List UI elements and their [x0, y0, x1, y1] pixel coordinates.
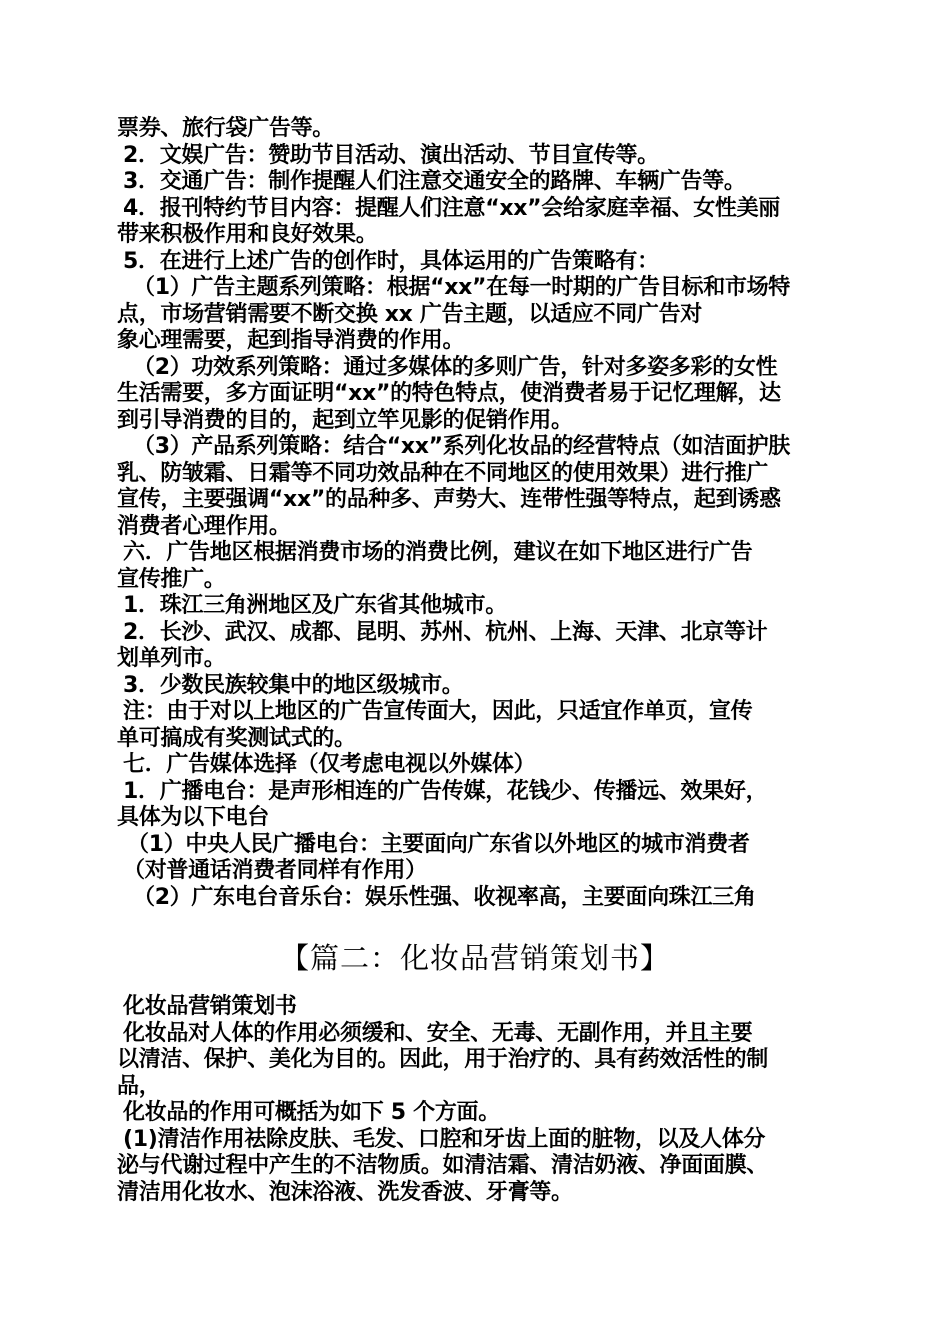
paragraph-line: （对普通话消费者同样有作用）: [123, 858, 427, 883]
paragraph-line: （2）功效系列策略：通过多媒体的多则广告，针对多姿多彩的女性: [133, 354, 778, 380]
paragraph-line: 化妆品的作用可概括为如下 5 个方面。: [123, 1100, 500, 1125]
paragraph-line: （1）广告主题系列策略：根据“xx”在每一时期的广告目标和市场特: [133, 275, 791, 300]
section-one-text: [117, 116, 847, 911]
section-heading: 【篇二：化妆品营销策划书】: [279, 941, 670, 975]
paragraph-line: 生活需要，多方面证明“xx”的特色特点，使消费者易于记忆理解，达: [117, 381, 781, 406]
paragraph-line: 化妆品对人体的作用必须缓和、安全、无毒、无副作用，并且主要: [123, 1020, 753, 1046]
paragraph-line: 乳、防皱霜、日霜等不同功效品种在不同地区的使用效果）进行推广: [117, 460, 769, 486]
paragraph-line: 泌与代谢过程中产生的不洁物质。如清洁霜、清洁奶液、净面面膜、: [117, 1153, 769, 1178]
paragraph-line: （3）产品系列策略：结合“xx”系列化妆品的经营特点（如洁面护肤: [133, 434, 791, 459]
paragraph-line: 点，市场营销需要不断交换 xx 广告主题，以适应不同广告对: [117, 301, 703, 327]
paragraph-line: 带来积极作用和良好效果。: [117, 222, 378, 247]
paragraph-line: 品，: [117, 1073, 161, 1099]
paragraph-line: 宣传，主要强调“xx”的品种多、声势大、连带性强等特点，起到诱惑: [117, 487, 781, 512]
paragraph-line: 5．在进行上述广告的创作时，具体运用的广告策略有：: [123, 248, 659, 274]
paragraph-line: 2．文娱广告：赞助节目活动、演出活动、节目宣传等。: [123, 142, 659, 168]
paragraph-line: 1．珠江三角洲地区及广东省其他城市。: [123, 593, 507, 618]
paragraph-line: 3．交通广告：制作提醒人们注意交通安全的路牌、车辆广告等。: [123, 169, 746, 194]
paragraph-line: 单可搞成有奖测试式的。: [117, 725, 356, 751]
paragraph-line: 宣传推广。: [117, 566, 226, 592]
paragraph-line: 象心理需要，起到指导消费的作用。: [117, 328, 465, 353]
paragraph-line: 消费者心理作用。: [117, 513, 291, 539]
paragraph-line: 划单列市。: [117, 646, 226, 671]
paragraph-line: 4．报刊特约节目内容：提醒人们注意“xx”会给家庭幸福、女性美丽: [123, 195, 781, 221]
paragraph-line: 到引导消费的目的，起到立竿见影的促销作用。: [117, 407, 573, 433]
paragraph-line: （2）广东电台音乐台：娱乐性强、收视率高，主要面向珠江三角: [133, 884, 756, 910]
paragraph-line: 七．广告媒体选择（仅考虑电视以外媒体）: [123, 752, 536, 777]
paragraph-line: 化妆品营销策划书: [123, 994, 297, 1019]
paragraph-line: 六．广告地区根据消费市场的消费比例，建议在如下地区进行广告: [123, 540, 753, 565]
paragraph-line: (1)清洁作用祛除皮肤、毛发、口腔和牙齿上面的脏物，以及人体分: [123, 1126, 766, 1152]
paragraph-line: 2．长沙、武汉、成都、昆明、苏州、杭州、上海、天津、北京等计: [123, 619, 768, 645]
paragraph-line: 清洁用化妆水、泡沫浴液、洗发香波、牙膏等。: [117, 1179, 573, 1205]
paragraph-line: 以清洁、保护、美化为目的。因此，用于治疗的、具有药效活性的制: [117, 1047, 769, 1072]
paragraph-line: 票券、旅行袋广告等。: [117, 116, 335, 141]
section-two-text: [117, 994, 847, 1206]
paragraph-line: 3．少数民族较集中的地区级城市。: [123, 672, 464, 698]
paragraph-line: （1）中央人民广播电台：主要面向广东省以外地区的城市消费者: [127, 831, 750, 857]
paragraph-line: 具体为以下电台: [117, 805, 269, 830]
paragraph-line: 注：由于对以上地区的广告宣传面大，因此，只适宜作单页，宣传: [123, 699, 753, 724]
paragraph-line: 1．广播电台：是声形相连的广告传媒，花钱少、传播远、效果好，: [123, 778, 768, 804]
